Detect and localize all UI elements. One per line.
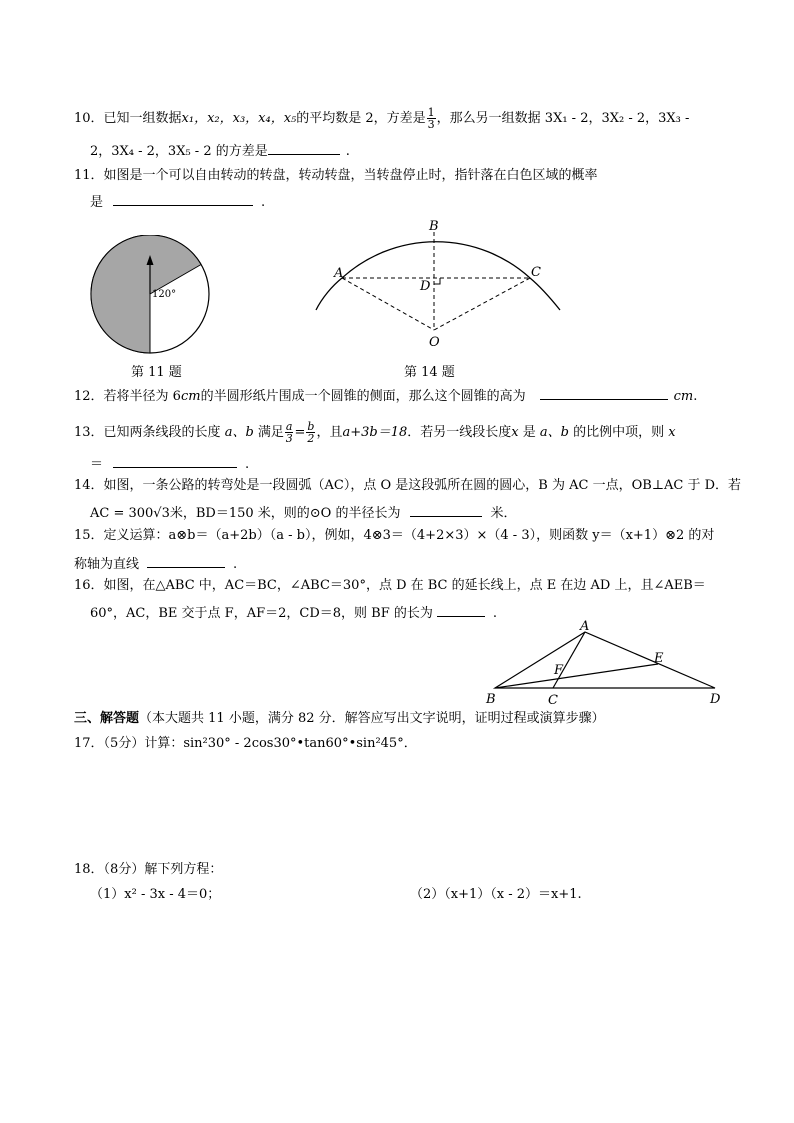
- fig14-line-oc: [434, 278, 530, 330]
- q15-end: .: [233, 557, 238, 572]
- q13-ab: a、b: [224, 425, 254, 440]
- q16-line1: 16．如图，在△ABC 中，AC＝BC，∠ABC＝30°，点 D 在 BC 的延长线上，点 E 在边 AD 上，且∠AEB＝: [74, 578, 706, 593]
- q10-frac-num: 1: [427, 106, 435, 119]
- fig14-label-a: A: [334, 266, 344, 281]
- q10-frac-den: 3: [427, 118, 435, 131]
- q18-title: 18．（8分）解下列方程：: [74, 862, 223, 877]
- section3-title: 三、解答题: [74, 711, 140, 726]
- q10-text-c: ，那么另一组数据 3X₁ - 2，3X₂ - 2，3X₃ -: [436, 111, 690, 126]
- q12-text-a: 12．若将半径为 6: [74, 389, 181, 404]
- q14-line1: 14．如图，一条公路的转弯处是一段圆弧（AC），点 O 是这段弧所在圆的圆心，B 为 AC 一点，OB⊥AC 于 D．若: [74, 478, 742, 493]
- fig14-label-o: O: [429, 335, 440, 348]
- fig16-label-a: A: [580, 619, 590, 634]
- q10-line2: [90, 140, 350, 161]
- q11-line2: [90, 191, 265, 212]
- q15-line2: [74, 553, 237, 574]
- q18-part1: （1）x² - 3x - 4＝0；: [90, 887, 221, 902]
- fig14-label-b: B: [429, 219, 439, 234]
- fig14-right-angle-icon: [434, 278, 440, 284]
- q14-end: 米．: [490, 506, 517, 521]
- q11-end: .: [261, 195, 266, 210]
- q10-text-l2: 2，3X₄ - 2，3X₅ - 2 的方差是: [90, 144, 268, 159]
- q12-answer-blank[interactable]: [540, 385, 668, 400]
- q13-eq-sign: ＝: [90, 457, 104, 472]
- q13-text-a: 13．已知两条线段的长度: [74, 425, 221, 440]
- q15-line1: 15．定义运算：a⊗b＝（a+2b）（a - b），例如，4⊗3＝（4+2×3）×（4 - 3），则函数 y＝（x+1）⊗2 的对: [74, 528, 715, 543]
- q13-answer-blank[interactable]: [113, 453, 237, 468]
- fig16-label-e: E: [654, 651, 664, 666]
- q10-line1: [74, 107, 689, 130]
- q18-part2: （2）（x+1）（x - 2）＝x+1.: [410, 887, 582, 902]
- fig16-label-b: B: [486, 692, 496, 707]
- q13-text-f: 的比例中项，则: [573, 425, 665, 440]
- q13-frac1-num: a: [285, 420, 293, 433]
- q14-text: AC = 300√3米，BD＝150 米，则的⊙O 的半径长为: [90, 506, 401, 521]
- fig14-label-d: D: [420, 279, 431, 294]
- fig16-label-f: F: [554, 663, 564, 678]
- q13-frac-2: [306, 421, 315, 444]
- fig16-label-c: C: [548, 693, 558, 708]
- q13-line2: [90, 453, 249, 474]
- q13-ab2: a、b: [539, 425, 569, 440]
- q10-end: .: [345, 144, 350, 159]
- fig11-angle-label: 120°: [152, 289, 177, 300]
- q16-text: 60°，AC，BE 交于点 F，AF＝2，CD＝8，则 BF 的长为: [90, 606, 433, 621]
- q10-fraction: [427, 107, 436, 130]
- fig16-line-be: [495, 664, 658, 688]
- fig16-triangle: [482, 618, 732, 710]
- q17-line: 17．（5分）计算：sin²30° - 2cos30°•tan60°•sin²45°．: [74, 736, 417, 751]
- q10-text-b: 的平均数是 2，方差是: [296, 111, 426, 126]
- q10-text-a: 10．已知一组数据: [74, 111, 182, 126]
- q15-answer-blank[interactable]: [147, 553, 225, 568]
- q15-text: 称轴为直线: [74, 557, 140, 572]
- q13-text-b: 满足: [257, 425, 284, 440]
- q13-frac2-num: b: [307, 420, 315, 433]
- q12-text-b: 的半圆形纸片围成一个圆锥的侧面，那么这个圆锥的高为: [200, 389, 526, 404]
- q12-unit: cm: [180, 389, 201, 404]
- q13-frac1-den: 3: [285, 432, 293, 445]
- q13-eq: =: [294, 425, 306, 440]
- fig16-line-ac: [553, 632, 585, 688]
- q16-answer-blank[interactable]: [437, 602, 485, 617]
- q13-text-c: ，且: [316, 425, 343, 440]
- q16-line2: [90, 602, 497, 623]
- fig14-arc-figure: [310, 218, 570, 348]
- fig14-label-c: C: [531, 265, 541, 280]
- fig14-caption: 第 14 题: [404, 365, 455, 380]
- q13-x2: x: [668, 425, 676, 440]
- q13-line1: [74, 421, 676, 444]
- q11-answer-blank[interactable]: [113, 191, 253, 206]
- fig11-spinner: [88, 235, 214, 357]
- q13-cond: a+3b＝18: [342, 425, 408, 440]
- q12-line: [74, 385, 697, 406]
- q13-frac2-den: 2: [307, 432, 315, 445]
- q13-text-e: 是: [522, 425, 536, 440]
- q13-text-d: ．若另一线段长度: [407, 425, 512, 440]
- q11-line1: 11．如图是一个可以自由转动的转盘，转动转盘，当转盘停止时，指针落在白色区域的概率: [74, 168, 598, 183]
- section3-desc: （本大题共 11 小题，满分 82 分．解答应写出文字说明，证明过程或演算步骤）: [139, 711, 605, 726]
- q16-end: .: [492, 606, 498, 621]
- q13-end: .: [245, 457, 250, 472]
- fig11-caption: 第 11 题: [131, 365, 182, 380]
- fig16-label-d: D: [710, 692, 721, 707]
- fig14-arc: [316, 242, 560, 310]
- q14-answer-blank[interactable]: [410, 502, 482, 517]
- q12-end-unit: cm: [673, 389, 694, 404]
- q13-x: x: [511, 425, 519, 440]
- q10-answer-blank[interactable]: [268, 140, 340, 155]
- q10-vars: x₁，x₂，x₃，x₄，x₅: [181, 111, 297, 126]
- section3-heading: [74, 710, 605, 728]
- q12-end: .: [693, 389, 698, 404]
- q13-frac-1: [285, 421, 294, 444]
- q11-text: 是: [90, 195, 104, 210]
- q14-line2: [90, 502, 516, 523]
- fig16-triangle-abd: [495, 632, 715, 688]
